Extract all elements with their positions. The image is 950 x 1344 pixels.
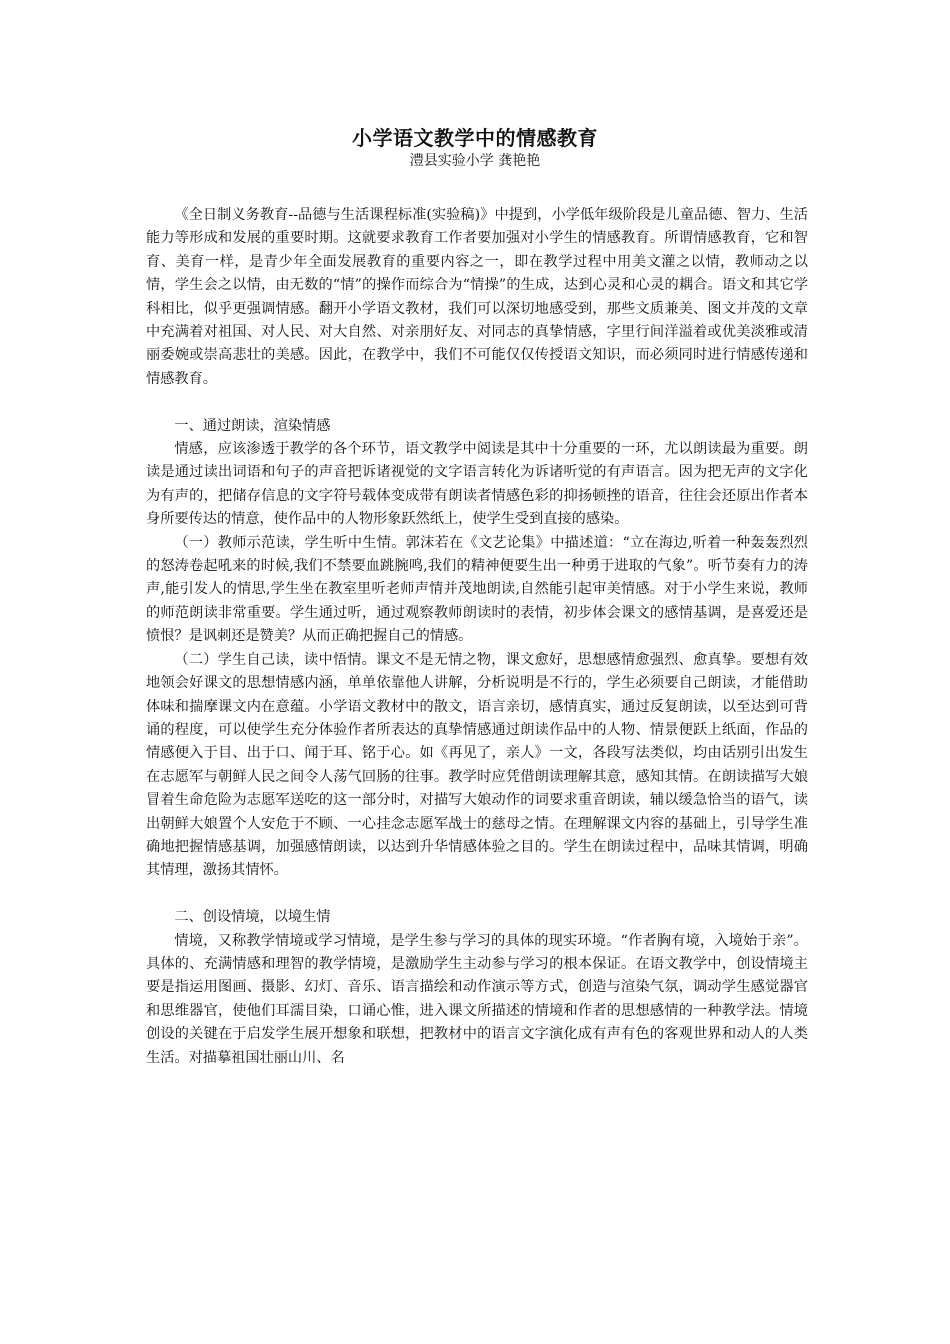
document-title: 小学语文教学中的情感教育 bbox=[352, 126, 598, 150]
section-heading-1: 一、通过朗读，渲染情感 bbox=[174, 417, 331, 434]
document-body bbox=[146, 204, 808, 1070]
section-2-paragraph-1: 情境，又称教学情境或学习情境，是学生参与学习的具体的现实环境。“作者胸有境，入境始于亲”。具体的、充满情感和理智的教学情境，是激励学生主动参与学习的根本保证。在语文教学中，创设情境主要是指运用图画、摄影、幻灯、音乐、语言描绘和动作演示等方式，创造与渲染气氛，调动学生感觉器官和思维器官，使他们耳濡目染，口诵心惟，进入课文所描述的情境和作者的思想感情的一种教学法。情境创设的关键在于启发学生展开想象和联想，把教材中的语言文字演化成有声有色的客观世界和动人的人类生活。对描摹祖国壮丽山川、名 bbox=[146, 932, 808, 1066]
paragraph-spacer bbox=[146, 883, 808, 906]
section-1-paragraph-1: 情感，应该渗透于教学的各个环节，语文教学中阅读是其中十分重要的一环，尤以朗读最为重要。朗读是通过读出词语和句子的声音把诉诸视觉的文字语言转化为诉诸听觉的有声语言。因为把无声的文字化为有声的，把储存信息的文字符号载体变成带有朗读者情感色彩的抑扬顿挫的语音，往往会还原出作者本身所要传达的情意，使作品中的人物形象跃然纸上，使学生受到直接的感染。 bbox=[146, 441, 808, 528]
author-line: 澧县实验小学 龚艳艳 bbox=[409, 153, 541, 169]
paragraph-spacer bbox=[146, 391, 808, 414]
section-heading-2: 二、创设情境，以境生情 bbox=[174, 909, 331, 926]
section-1-paragraph-2: （一）教师示范读，学生听中生情。郭沫若在《文艺论集》中描述道：“立在海边,听着一种轰轰烈烈的怒涛卷起吼来的时候,我们不禁要血跳腕鸣,我们的精神便要生出一种勇于进取的气象”。听节奏有力的涛声,能引发人的情思,学生坐在教室里听老师声情并茂地朗读,自然能引起审美情感。对于小学生来说，教师的师范朗读非常重要。学生通过听，通过观察教师朗读时的表情，初步体会课文的感情基调，是喜爱还是愤恨？是讽刺还是赞美？从而正确把握自己的情感。 bbox=[146, 534, 808, 645]
section-1-paragraph-3: （二）学生自己读，读中悟情。课文不是无情之物，课文愈好，思想感情愈强烈、愈真挚。要想有效地领会好课文的思想情感内涵，单单依靠他人讲解，分析说明是不行的，学生必须要自己朗读，才能借助体味和揣摩课文内在意蕴。小学语文教材中的散文，语言亲切，感情真实，通过反复朗读，以至达到可背诵的程度，可以使学生充分体验作者所表达的真挚情感通过朗读作品中的人物、情景便跃上纸面，作品的情感便入于目、出于口、闻于耳、铭于心。如《再见了，亲人》一文，各段写法类似，均由话别引出发生在志愿军与朝鲜人民之间令人荡气回肠的往事。教学时应凭借朗读理解其意，感知其情。在朗读描写大娘冒着生命危险为志愿军送吃的这一部分时，对描写大娘动作的词要求重音朗读，辅以缓急恰当的语气，读出朝鲜大娘置个人安危于不顾、一心挂念志愿军战士的慈母之情。在理解课文内容的基础上，引导学生准确地把握情感基调，加强感情朗读，以达到升华情感体验之目的。学生在朗读过程中，品味其情调，明确其情理，激扬其情怀。 bbox=[146, 651, 808, 879]
intro-paragraph: 《全日制义务教育--品德与生活课程标准(实验稿)》中提到，小学低年级阶段是儿童品德、智力、生活能力等形成和发展的重要时期。这就要求教育工作者要加强对小学生的情感教育。所谓情感教育，它和智育、美育一样，是青少年全面发展教育的重要内容之一，即在教学过程中用美文灌之以情，教师动之以情，学生会之以情，由无数的“情”的操作而综合为“情操”的生成，达到心灵和心灵的耦合。语文和其它学科相比，似乎更强调情感。翻开小学语文教材，我们可以深切地感受到，那些文质兼美、图文并茂的文章中充满着对祖国、对人民、对大自然、对亲朋好友、对同志的真挚情感，字里行间洋溢着或优美淡雅或清丽委婉或崇高悲壮的美感。因此，在教学中，我们不可能仅仅传授语文知识，而必须同时进行情感传递和情感教育。 bbox=[146, 207, 809, 387]
